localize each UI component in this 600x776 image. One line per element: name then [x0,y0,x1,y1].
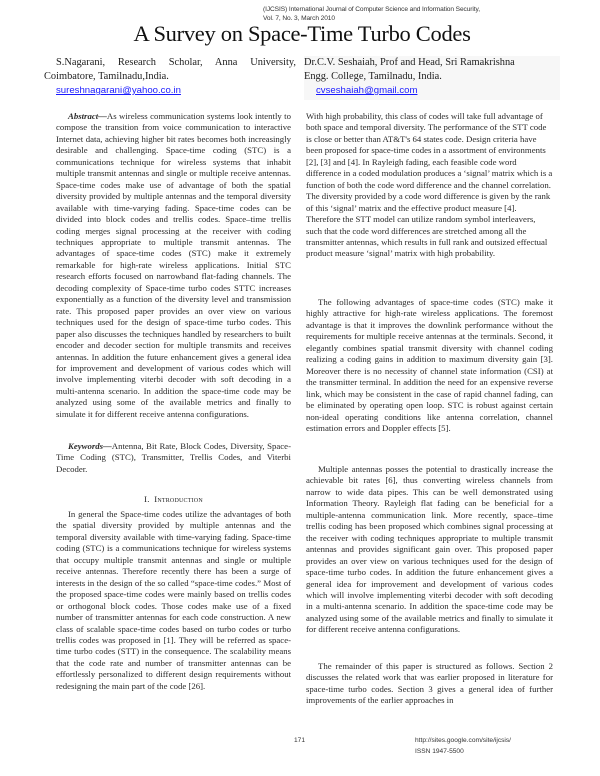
keywords-text: Antenna, Bit Rate, Block Codes, Diversity, Space-Time Coding (STC), Transmitter, Trellis Codes, and Viterbi Decoder. [56,441,291,474]
author-email-link[interactable]: cvseshaiah@gmail.com [316,85,418,96]
abstract-label: Abstract— [68,111,107,121]
footer-info [415,735,511,757]
section-heading-introduction [56,494,291,504]
author-affiliation: Dr.C.V. Seshaiah, Prof and Head, Sri Ramakrishna [304,57,515,68]
keywords [56,441,291,475]
author-block-1 [44,56,296,98]
footer-issn: ISSN 1947-5500 [415,748,464,755]
intro-paragraph-3: The following advantages of space-time codes (STC) make it highly attractive for high-rate wireless applications. The foremost advantage is that it improves the downlink performance without the requirements for multiple receive antennas at the terminals. Second, it elegantly combines spatial transmit diversity with channel coding realizing a coding gains in addition to maximum diversity gain [3]. Moreover there is no necessity of channel state information (CSI) at the transmitter terminal. In addition the need for an expensive reverse link, which may be consistent in the case of rapid channel fading, can be eliminated by operating open loop. STC is robust against certain non-ideal operating conditions like antenna correlation, channel estimation errors and Doppler effects [5]. [306,297,553,433]
author-email-link[interactable]: sureshnagarani@yahoo.co.in [56,85,181,96]
abstract [56,111,291,420]
paper-title: A Survey on Space-Time Turbo Codes [133,21,471,46]
intro-paragraph-5: The remainder of this paper is structured as follows. Section 2 discusses the related work that was earlier proposed in literature for space-time turbo codes. Section 3 gives a general idea of further improvements of the earlier approaches in [306,661,553,706]
intro-paragraph-1: In general the Space-time codes utilize the advantages of both the spatial diversity provided by multiple antennas and the temporal diversity available with time-varying fading. Space-time coding (STC) is a communications technique for wireless systems that occupy multiple transmit antennas and single or multiple receive antennas. Therefore recently there has been a surge of interests in the design of the so called “space-time codes.” Most of the proposed space-time codes were mainly based on trellis codes or orthogonal block codes. Those codes make use of a fixed number of transmitter antennas for each code construction. A new class of scalable space-time codes based on turbo codes or turbo trellis codes was proposed in [1]. They will be referred as space-time turbo codes (STT) in the consequence. The scalability means that the code rate and number of transmitter antennas can be effortlessly personalized to different design requirements without redesigning the main part of the code [26]. [56,509,291,691]
footer-url: http://sites.google.com/site/ijcsis/ [415,737,512,744]
author-block-2 [304,56,560,100]
section-title: Introduction [154,494,203,504]
page-number: 171 [294,737,306,744]
intro-paragraph-2: With high probability, this class of codes will take full advantage of both space and temporal diversity. The performance of the STT code is close or better than AT&T's 64 states code. Design criteria have been proposed for space-time codes in a assortment of environments [2], [3] and [4]. In Rayleigh fading, each feasible code word difference in a coded modulation produces a ‘signal’ matrix which is a function of both the code word difference and the channel correlation. The diversity provided by a code word difference is given by the rank of this ‘signal’ matrix and the effective product measure [4]. Therefore the STT model can utilize random symbol interleavers, such that the code word differences are stretched among all the transmitter antennas, which results in full rank and outsized effectual product measure ‘signal’ matrix with high probability. [306,111,553,259]
section-number: I. [144,494,150,504]
intro-paragraph-4: Multiple antennas posses the potential to drastically increase the achievable bit rates [6], thus converting wireless channels from narrow to wide data pipes. This can be well demonstrated using Information Theory. Rayleigh flat fading can be beneficial for a multiple-antenna communication link. More recently, space–time trellis coding has been proposed which combines signal processing at the receiver with coding techniques appropriate to multiple transmit antennas and provides significant gain over. This proposed paper provides an over view on various techniques used for the design of space-time turbo codes. In addition the future enhancement gives a general idea for improvement and development of various codes which will involve implementing viterbi decoder with soft decoding in a multi-antenna scenario. In addition the space-time code may be analyzed using some of the available metrics and finally to simulate it for different receive antenna configurations. [306,464,553,635]
journal-name: (IJCSIS) International Journal of Computer Science and Information Security, [263,6,480,13]
journal-volume: Vol. 7, No. 3, March 2010 [263,15,335,22]
keywords-label: Keywords— [68,441,112,451]
author-affiliation: S.Nagarani, Research Scholar, Anna University, [56,57,296,68]
author-location: Coimbatore, Tamilnadu,India. [44,71,169,82]
author-location: Engg. College, Tamilnadu, India. [304,71,442,82]
abstract-text: As wireless communication systems look intently to compose the transition from voice communication to interactive Internet data, achieving higher bit rates becomes both increasingly desirable and challenging. Space-time coding (STC) is a communications technique for wireless systems that inhabit multiple transmit antennas and single or multiple receive antennas. Space-time codes make use of advantage of both the spatial diversity provided by multiple antennas and the temporal diversity available with time-varying fading. Space-time codes can be divided into block codes and trellis codes. Space–time trellis coding merges signal processing at the receiver with coding techniques appropriate to multiple transmit antennas. The advantages of space-time codes (STC) make it extremely remarkable for high-rate wireless applications. Initial STC research efforts focused on narrowband flat-fading channels. The decoding complexity of Space-time turbo codes STTC increases exponentially as a function of the diversity level and transmission rate. This proposed paper provides an over view on various techniques used for the design of space-time turbo codes. This paper also discusses the techniques handled by researchers to built encoder and decoder section for multiple transmits and receives antennas. In addition the future enhancement gives a general idea for improvement and development of various codes which will involve implementing viterbi decoder with soft decoding in a multi-antenna scenario. In addition the space-time code may be analyzed using some of the available metrics and finally to simulate it for different receive antenna configurations. [56,111,291,419]
